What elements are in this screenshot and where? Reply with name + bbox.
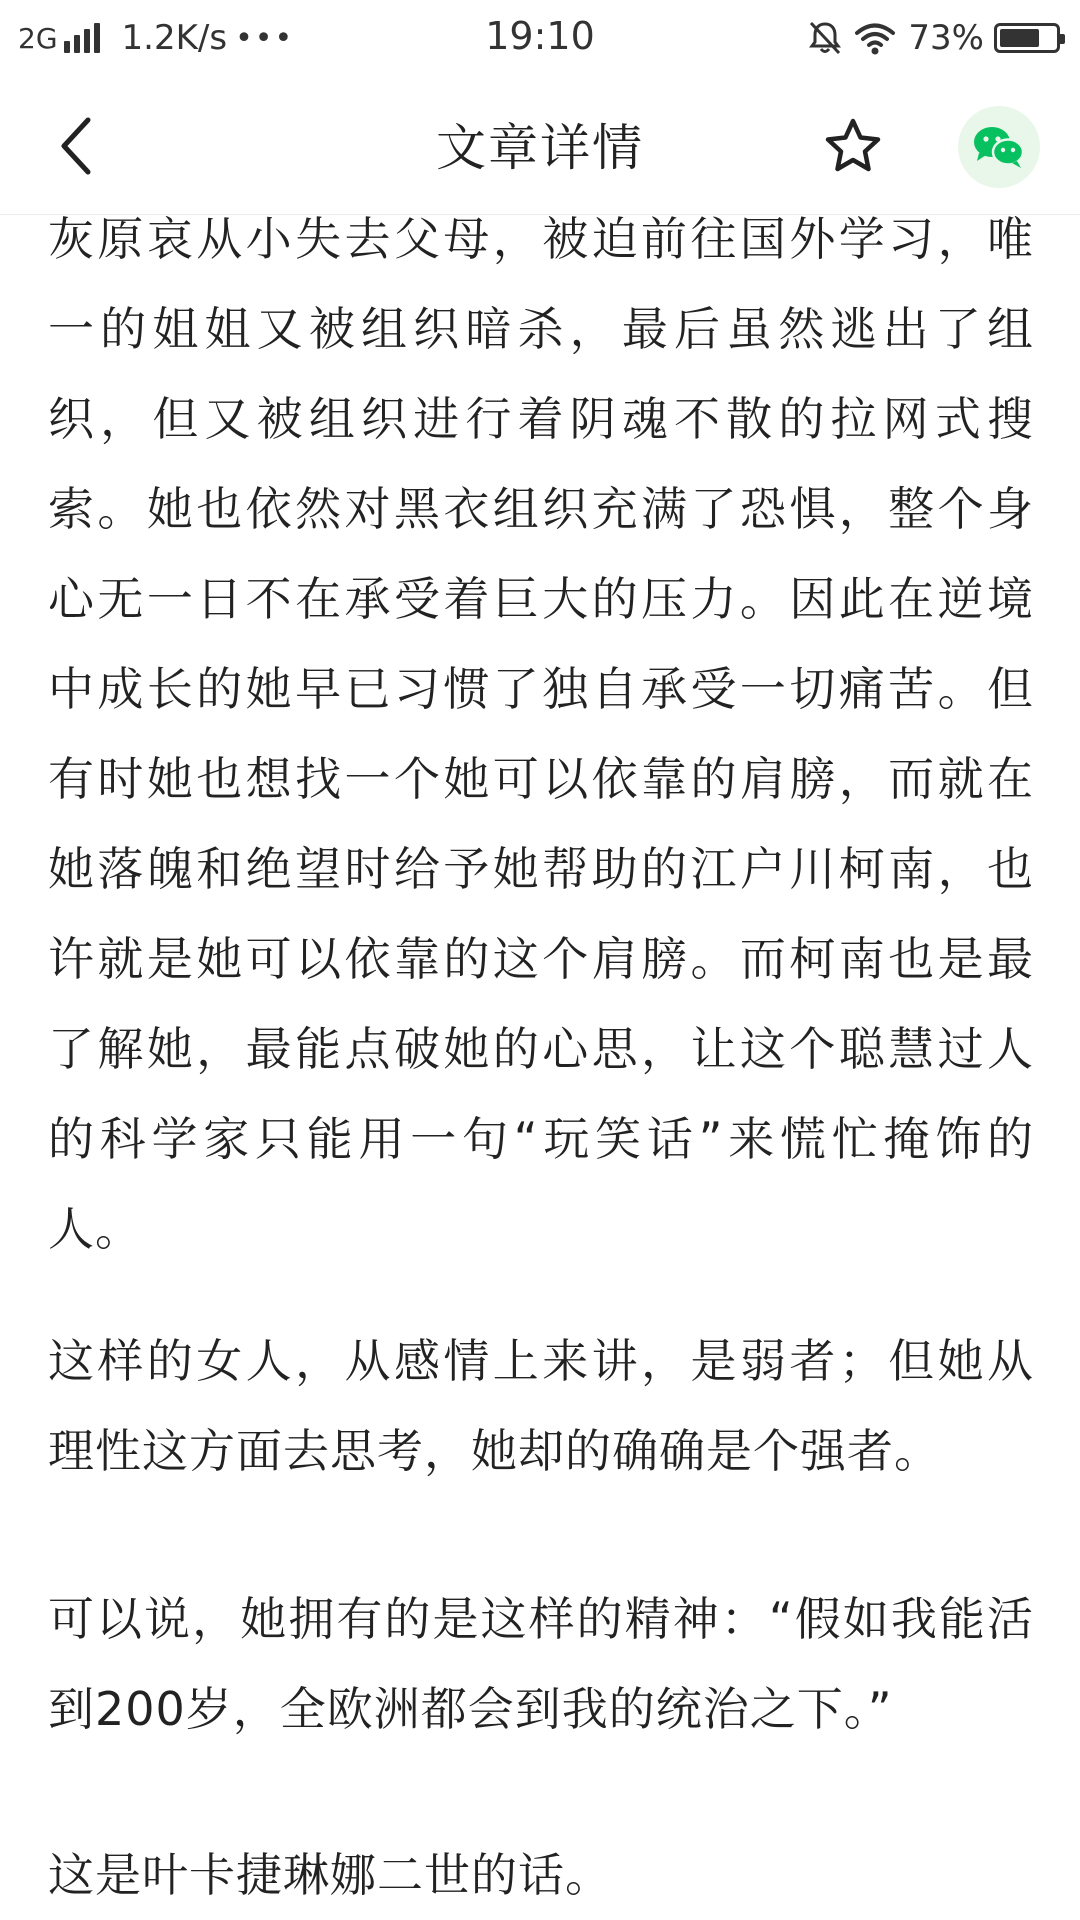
battery-fill (1000, 29, 1039, 47)
nav-bar (0, 76, 1080, 215)
more-indicator: ••• (235, 20, 295, 56)
mute-icon (808, 20, 842, 56)
wechat-share-button[interactable] (958, 106, 1040, 188)
star-icon (822, 116, 884, 178)
favorite-button[interactable] (820, 114, 886, 180)
battery-icon (994, 23, 1060, 53)
article-body (48, 214, 1034, 1920)
wifi-icon (854, 21, 896, 55)
status-bar (0, 0, 1080, 76)
battery-percent: 73% (908, 18, 984, 58)
page-title: 文章详情 (436, 119, 644, 177)
net-speed: 1.2K/s (121, 18, 228, 58)
article-paragraph: 这是叶卡捷琳娜二世的话。 (48, 1848, 612, 1902)
network-type: 2G (18, 21, 58, 55)
status-time: 19:10 (485, 14, 595, 58)
status-right (808, 16, 1060, 60)
article-paragraph: 这样的女人，从感情上来讲，是弱者；但她从理性这方面去思考，她却的确确是个强者。 (48, 1334, 1034, 1478)
article-paragraph: 灰原哀从小失去父母，被迫前往国外学习，唯一的姐姐又被组织暗杀，最后虽然逃出了组织，但又被组织进行着阴魂不散的拉网式搜索。她也依然对黑衣组织充满了恐惧，整个身心无一日不在承受着巨大的压力。因此在逆境中成长的她早已习惯了独自承受一切痛苦。但有时她也想找一个她可以依靠的肩膀，而就在她落魄和绝望时给予她帮助的江户川柯南，也许就是她可以依靠的这个肩膀。而柯南也是最了解她，最能点破她的心思，让这个聪慧过人的科学家只能用一句“玩笑话”来慌忙掩饰的人。 (48, 214, 1034, 1256)
article-paragraph: 可以说，她拥有的是这样的精神：“假如我能活到200岁，全欧洲都会到我的统治之下。” (48, 1592, 1034, 1736)
wechat-icon (971, 123, 1027, 171)
